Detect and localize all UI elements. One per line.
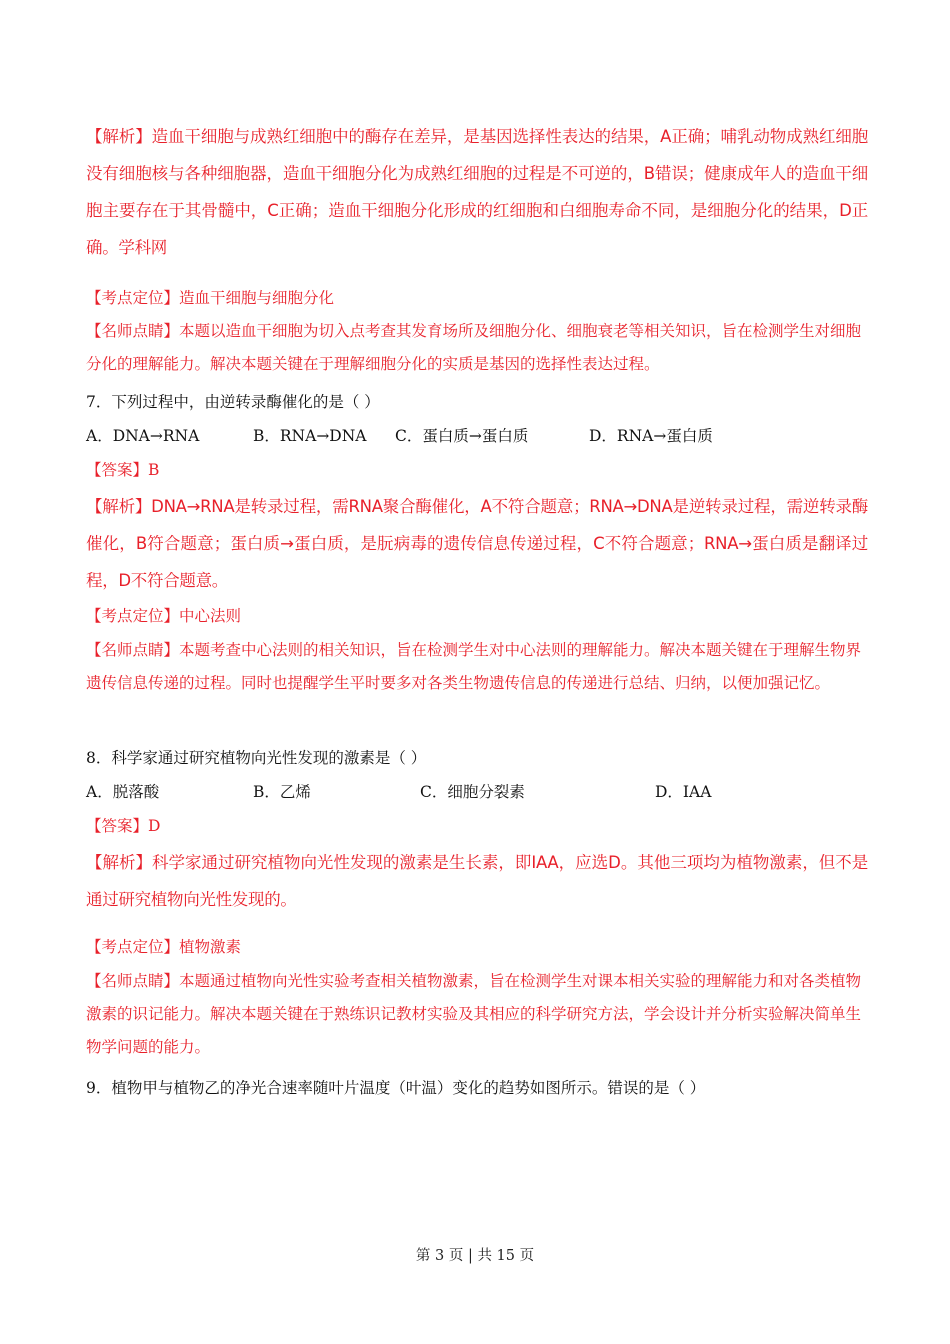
q7-option-b: B．RNA→DNA xyxy=(253,427,367,445)
q8-question: 8．科学家通过研究植物向光性发现的激素是（ ） xyxy=(86,749,427,767)
q8-option-d: D．IAA xyxy=(655,783,712,801)
page-footer: 第 3 页 | 共 15 页 xyxy=(415,1248,535,1264)
q7-option-d: D．RNA→蛋白质 xyxy=(589,427,713,445)
q9-question: 9．植物甲与植物乙的净光合速率随叶片温度（叶温）变化的趋势如图所示。错误的是（ ） xyxy=(86,1079,706,1097)
q7-options xyxy=(86,420,868,453)
q8-option-b: B．乙烯 xyxy=(253,783,311,801)
q8-kaodian: 【考点定位】植物激素 xyxy=(86,938,242,956)
q8-options xyxy=(86,776,868,809)
q7-answer: 【答案】B xyxy=(86,461,160,479)
q7-option-c: C．蛋白质→蛋白质 xyxy=(395,427,529,445)
q7-analysis: 【解析】DNA→RNA是转录过程，需RNA聚合酶催化，A不符合题意；RNA→DNA是逆转录过程，需逆转录酶催化，B符合题意；蛋白质→蛋白质，是朊病毒的遗传信息传递过程，C不符合题意；RNA→蛋白质是翻译过程，D不符合题意。 xyxy=(86,497,868,590)
q6-analysis: 【解析】造血干细胞与成熟红细胞中的酶存在差异，是基因选择性表达的结果，A正确；哺乳动物成熟红细胞没有细胞核与各种细胞器，造血干细胞分化为成熟红细胞的过程是不可逆的，B错误；健康成年人的造血干细胞主要存在于其骨髓中，C正确；造血干细胞分化形成的红细胞和白细胞寿命不同，是细胞分化的结果，D正确。学科网 xyxy=(86,127,868,257)
q8-option-c: C．细胞分裂素 xyxy=(420,783,525,801)
q6-kaodian: 【考点定位】造血干细胞与细胞分化 xyxy=(86,289,335,307)
q8-answer: 【答案】D xyxy=(86,817,161,835)
q7-option-a: A．DNA→RNA xyxy=(86,427,200,445)
q8-option-a: A．脱落酸 xyxy=(86,783,160,801)
q8-analysis: 【解析】科学家通过研究植物向光性发现的激素是生长素，即IAA，应选D。其他三项均为植物激素，但不是通过研究植物向光性发现的。 xyxy=(86,853,868,909)
q7-kaodian: 【考点定位】中心法则 xyxy=(86,607,242,625)
q7-question: 7．下列过程中，由逆转录酶催化的是（ ） xyxy=(86,393,380,411)
q7-comment: 【名师点睛】本题考查中心法则的相关知识，旨在检测学生对中心法则的理解能力。解决本题关键在于理解生物界遗传信息传递的过程。同时也提醒学生平时要多对各类生物遗传信息的传递进行总结、归纳，以便加强记忆。 xyxy=(86,641,862,692)
q6-comment: 【名师点睛】本题以造血干细胞为切入点考查其发育场所及细胞分化、细胞衰老等相关知识，旨在检测学生对细胞分化的理解能力。解决本题关键在于理解细胞分化的实质是基因的选择性表达过程。 xyxy=(86,322,862,373)
q8-comment: 【名师点睛】本题通过植物向光性实验考查相关植物激素，旨在检测学生对课本相关实验的理解能力和对各类植物激素的识记能力。解决本题关键在于熟练识记教材实验及其相应的科学研究方法，学会设计并分析实验解决简单生物学问题的能力。 xyxy=(86,972,862,1056)
